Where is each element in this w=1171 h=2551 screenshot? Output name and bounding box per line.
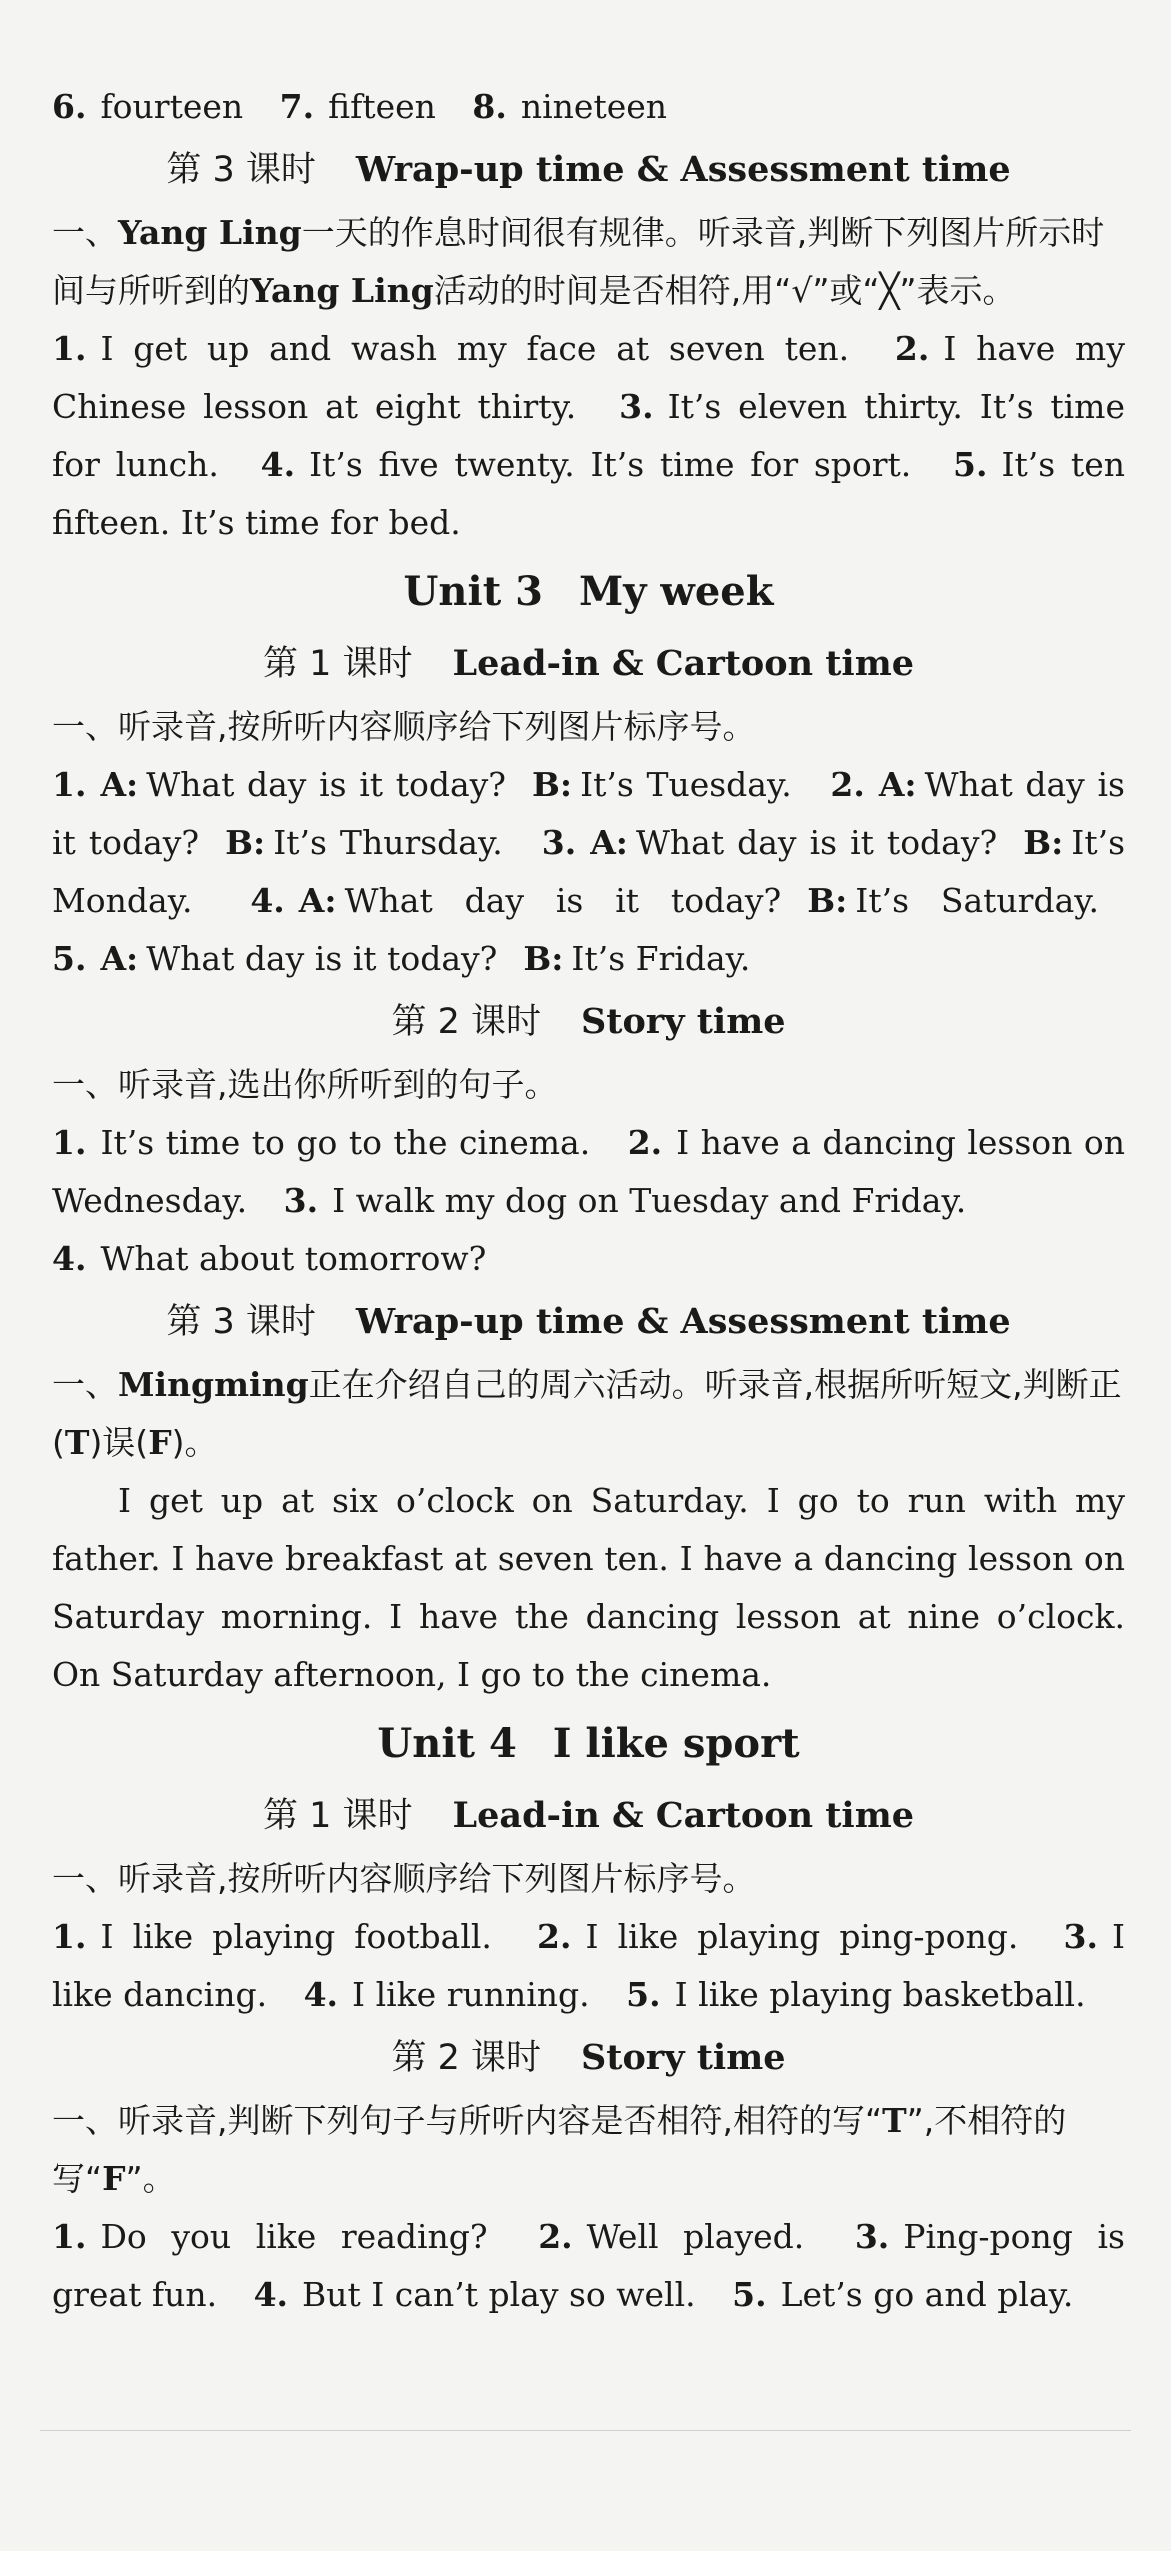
item-text: I like playing basketball. <box>674 1975 1086 2014</box>
item-text: Well played. <box>586 2217 805 2256</box>
lesson-heading <box>52 990 1125 1054</box>
item-number: 8. <box>472 87 507 126</box>
item-text: I like playing ping-pong. <box>585 1917 1019 1956</box>
lesson-number: 第 2 课时 <box>391 1002 541 1042</box>
item-text: I have my Chinese lesson at eight thirty. <box>52 329 1125 426</box>
item-text: nineteen <box>520 87 668 126</box>
item-text: Let’s go and play. <box>780 2275 1074 2314</box>
lesson-heading <box>52 2026 1125 2090</box>
listening-passage: I get up at six o’clock on Saturday. I go to run with my father. I have breakfast at seven ten. I have a dancing lesson on Saturday morning. I have the dancing lesson at nine o’clock. On Saturday afternoon, I go to the cinema. <box>52 1481 1125 1694</box>
item-text: It’s eleven thirty. It’s time for lunch. <box>52 387 1125 484</box>
item-text: I get up and wash my face at seven ten. <box>100 329 850 368</box>
answer-items: 1. A: What day is it today? B: It’s Tuesday. 2. A: What day is it today? B: It’s Thursday. 3. A: What day is it today? B: It’s Monday. 4. A: What day is it today? B: It’s Saturday. 5. A: What day is it today? B: It’s Friday. <box>52 765 1126 978</box>
unit-label: Unit 3 <box>403 568 543 615</box>
unit-title: I like sport <box>552 1720 800 1767</box>
lesson-title: Story time <box>581 1001 786 1042</box>
lesson-title: Wrap-up time & Assessment time <box>355 1301 1011 1342</box>
item-text: But I can’t play so well. <box>302 2275 696 2314</box>
item-text: What about tomorrow? <box>100 1239 487 1278</box>
unit-heading <box>52 554 1125 630</box>
bottom-divider <box>40 2430 1131 2431</box>
task-instruction: 一、Yang Ling一天的作息时间很有规律。听录音,判断下列图片所示时间与所听到的Yang Ling活动的时间是否相符,用“√”或“╳”表示。 <box>52 213 1105 310</box>
answer-items: 1. I get up and wash my face at seven ten. 2. I have my Chinese lesson at eight thirty. 3. It’s eleven thirty. It’s time for lunch. 4. It’s five twenty. It’s time for sport. 5. It’s ten fifteen. It’s time for bed. <box>52 329 1125 542</box>
intro-line <box>52 78 1125 136</box>
lesson-title: Lead-in & Cartoon time <box>452 1795 915 1836</box>
lesson-number: 第 1 课时 <box>262 1796 413 1836</box>
item-text: fifteen <box>328 87 436 126</box>
lesson-heading <box>52 1290 1125 1354</box>
task-instruction: 一、听录音,选出你所听到的句子。 <box>52 1065 558 1104</box>
answer-items: 1. Do you like reading? 2. Well played. 3. Ping-pong is great fun. 4. But I can’t play so well. 5. Let’s go and play. <box>52 2217 1125 2314</box>
answer-items: 1. It’s time to go to the cinema. 2. I have a dancing lesson on Wednesday. 3. I walk my dog on Tuesday and Friday. 4. What about tomorrow? <box>52 1123 1125 1278</box>
item-text: fourteen <box>100 87 244 126</box>
item-text: I like dancing. <box>52 1917 1125 2014</box>
item-text: I walk my dog on Tuesday and Friday. <box>332 1181 967 1220</box>
item-text: It’s five twenty. It’s time for sport. <box>309 445 912 484</box>
unit-heading <box>52 1706 1125 1782</box>
lesson-number: 第 1 课时 <box>262 644 413 684</box>
lesson-heading <box>52 138 1125 202</box>
item-text: I like playing football. <box>100 1917 492 1956</box>
lesson-heading <box>52 1784 1125 1848</box>
item-number: 6. <box>52 87 87 126</box>
task-instruction: 一、听录音,按所听内容顺序给下列图片标序号。 <box>52 1859 756 1898</box>
item-text: I have a dancing lesson on Wednesday. <box>52 1123 1125 1220</box>
item-text: Ping-pong is great fun. <box>52 2217 1125 2314</box>
unit-title: My week <box>578 568 774 615</box>
answer-items: 1. I like playing football. 2. I like playing ping-pong. 3. I like dancing. 4. I like running. 5. I like playing basketball. <box>52 1917 1125 2014</box>
item-text: It’s time to go to the cinema. <box>100 1123 591 1162</box>
item-text: Do you like reading? <box>100 2217 488 2256</box>
task-instruction: 一、听录音,按所听内容顺序给下列图片标序号。 <box>52 707 756 746</box>
lesson-number: 第 2 课时 <box>391 2038 541 2078</box>
item-text: I like running. <box>352 1975 590 2014</box>
unit-label: Unit 4 <box>377 1720 517 1767</box>
lesson-title: Story time <box>581 2037 786 2078</box>
item-text: It’s ten fifteen. It’s time for bed. <box>52 445 1125 542</box>
lesson-number: 第 3 课时 <box>166 1302 316 1342</box>
item-number: 7. <box>279 87 315 126</box>
task-instruction: 一、Mingming正在介绍自己的周六活动。听录音,根据所听短文,判断正(T)误(F)。 <box>52 1365 1122 1462</box>
lesson-heading <box>52 632 1125 696</box>
lesson-number: 第 3 课时 <box>166 150 316 190</box>
lesson-title: Lead-in & Cartoon time <box>452 643 915 684</box>
lesson-title: Wrap-up time & Assessment time <box>355 149 1011 190</box>
task-instruction: 一、听录音,判断下列句子与所听内容是否相符,相符的写“T”,不相符的写“F”。 <box>52 2101 1067 2198</box>
